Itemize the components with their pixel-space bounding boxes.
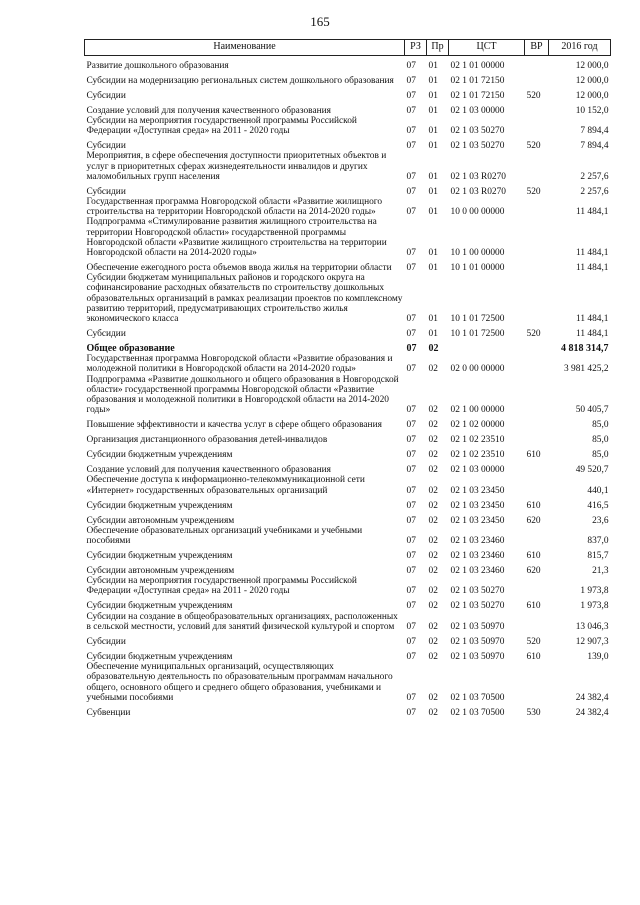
cell-cst: 02 1 01 72150 [450,90,505,101]
cell-name: Обеспечение муниципальных организаций, осуществляющих образовательную деятельность по образовательным программам начального общего, основного общего и среднего общего образования, учебниками и учебными пособиями [86,662,393,703]
cell-pr: 02 [428,586,438,597]
cell-vr [525,217,549,258]
cell-name: Государственная программа Новгородской области «Развитие образования и молодежной политики в Новгородской области на 2014-2020 годы» [86,354,393,375]
cell-pr: 02 [428,551,438,562]
cell-amount: 12 000,0 [575,75,609,86]
header-pr: Пр [427,40,449,56]
cell-name: Субсидии бюджетным учреждениям [86,601,233,612]
cell-vr [525,116,549,136]
cell-vr: 610 [526,450,541,461]
table-row [85,703,611,718]
cell-cst: 02 1 03 50270 [450,601,505,612]
cell-cst: 02 1 03 50970 [450,651,505,662]
header-rz: РЗ [405,40,427,56]
cell-name: Создание условий для получения качественного образования [86,465,331,476]
cell-amount: 7 894,4 [580,141,609,152]
cell-vr [525,430,549,445]
cell-vr [525,576,549,596]
cell-name: Подпрограмма «Стимулирование развития жилищного строительства на территории Новгородской области» государственной программы Новгородской области «Развитие жилищного строительства на территории Новгородской области на 2014-2020 годы» [86,217,387,259]
cell-cst: 02 1 03 00000 [450,465,505,476]
cell-vr [525,273,549,324]
table-row [85,526,611,546]
cell-amount: 85,0 [592,420,609,431]
cell-rz: 07 [406,60,416,71]
cell-cst: 10 1 00 00000 [450,248,505,259]
cell-pr: 02 [428,621,438,632]
cell-vr: 610 [526,500,541,511]
cell-vr [525,460,549,475]
cell-pr: 02 [428,500,438,511]
cell-pr: 02 [428,651,438,662]
cell-pr: 01 [428,105,438,116]
header-amount: 2016 год [549,40,611,56]
cell-rz: 07 [406,536,416,547]
cell-pr: 01 [428,90,438,101]
table-row [85,576,611,596]
cell-amount: 1 973,8 [580,601,609,612]
cell-amount: 11 484,1 [576,263,609,274]
cell-rz: 07 [406,465,416,476]
cell-name: Государственная программа Новгородской области «Развитие жилищного строительства на территории Новгородской области на 2014-2020 годы» [86,197,383,218]
cell-name: Организация дистанционного образования детей-инвалидов [86,435,328,446]
cell-name: Субсидии автономным учреждениям [86,566,235,577]
cell-pr: 02 [428,405,438,416]
cell-cst: 02 1 03 23460 [450,566,505,577]
cell-amount: 49 520,7 [575,465,609,476]
cell-cst: 10 1 01 00000 [450,263,505,274]
cell-pr: 02 [428,435,438,446]
cell-amount: 11 484,1 [576,329,609,340]
cell-cst: 02 1 03 00000 [450,105,505,116]
cell-name: Субсидии бюджетным учреждениям [86,651,233,662]
cell-name: Обеспечение ежегодного роста объемов ввода жилья на территории области [86,263,392,274]
cell-name: Субсидии автономным учреждениям [86,515,235,526]
cell-amount: 50 405,7 [575,405,609,416]
cell-pr: 02 [428,636,438,647]
cell-name: Субсидии бюджетным учреждениям [86,551,233,562]
cell-pr: 01 [428,207,438,218]
cell-amount: 13 046,3 [575,621,609,632]
cell-vr [525,339,549,354]
cell-amount: 12 000,0 [575,90,609,101]
cell-cst: 02 1 02 23510 [450,450,505,461]
cell-vr [525,475,549,495]
cell-amount: 7 894,4 [580,126,609,137]
cell-name: Субсидии [86,186,126,197]
cell-cst: 02 1 03 70500 [450,707,505,718]
cell-vr [525,197,549,217]
cell-rz: 07 [406,314,416,325]
cell-cst: 02 1 03 23450 [450,500,505,511]
table-row [85,375,611,416]
cell-rz: 07 [406,90,416,101]
cell-amount: 23,6 [592,515,609,526]
cell-rz: 07 [406,75,416,86]
cell-cst: 02 1 03 23460 [450,551,505,562]
cell-rz: 07 [406,435,416,446]
cell-amount: 1 973,8 [580,586,609,597]
cell-pr: 02 [428,707,438,718]
cell-rz: 07 [406,566,416,577]
cell-rz: 07 [406,692,416,703]
cell-vr [525,101,549,116]
table-header-row [85,40,611,56]
cell-rz: 07 [406,141,416,152]
table-row [85,445,611,460]
table-row [85,662,611,703]
table-row [85,354,611,374]
cell-pr: 02 [428,485,438,496]
header-vr: ВР [525,40,549,56]
cell-amount: 85,0 [592,450,609,461]
budget-table [84,39,611,718]
cell-name: Мероприятия, в сфере обеспечения доступности приоритетных объектов и услуг в приоритетных сферах жизнедеятельности инвалидов и других маломобильных групп населения [86,151,387,182]
table-row [85,460,611,475]
table-row [85,197,611,217]
cell-vr [525,375,549,416]
cell-pr: 02 [428,536,438,547]
cell-vr: 610 [526,551,541,562]
cell-pr: 01 [428,314,438,325]
cell-pr: 01 [428,186,438,197]
cell-name: Обеспечение образовательных организаций учебниками и учебными пособиями [86,525,363,547]
table-row [85,415,611,430]
cell-rz: 07 [406,515,416,526]
cell-rz: 07 [406,186,416,197]
table-row [85,217,611,258]
table-row [85,86,611,101]
cell-amount: 416,5 [587,500,609,511]
cell-pr: 01 [428,60,438,71]
cell-amount: 4 818 314,7 [561,343,609,355]
table-row [85,612,611,632]
cell-name: Создание условий для получения качественного образования [86,105,331,116]
table-row [85,116,611,136]
cell-vr: 610 [526,651,541,662]
cell-vr: 520 [526,90,541,101]
cell-name: Общее образование [86,343,175,355]
cell-rz: 07 [406,651,416,662]
cell-pr: 01 [428,171,438,182]
table-row [85,496,611,511]
cell-pr: 02 [428,692,438,703]
cell-pr: 01 [428,126,438,137]
cell-name: Субсидии бюджетам муниципальных районов и городского округа на софинансирование расходных обязательств по строительству дошкольных образовательных организаций в рамках реализации проектов по комплексному развитию территорий, предусматривающих строительство жилья экономического класса [86,273,403,325]
cell-vr [525,526,549,546]
table-row [85,151,611,182]
cell-rz: 07 [406,621,416,632]
cell-rz: 07 [406,551,416,562]
cell-name: Субсидии бюджетным учреждениям [86,500,233,511]
cell-amount: 815,7 [587,551,609,562]
cell-name: Субсидии [86,90,126,101]
table-row [85,647,611,662]
table-row [85,511,611,526]
cell-name: Субсидии на модернизацию региональных систем дошкольного образования [86,75,394,86]
table-row [85,632,611,647]
cell-cst: 10 1 01 72500 [450,314,505,325]
cell-name: Субсидии на мероприятия государственной программы Российской Федерации «Доступная среда» на 2011 - 2020 годы [86,576,357,597]
cell-cst: 02 1 03 23450 [450,515,505,526]
cell-pr: 02 [428,465,438,476]
cell-cst: 02 1 03 50970 [450,621,505,632]
page-number: 165 [310,14,330,29]
table-row [85,56,611,72]
table-row [85,258,611,273]
table-row [85,101,611,116]
header-cst: ЦСТ [449,40,525,56]
cell-pr: 02 [428,420,438,431]
cell-pr: 01 [428,141,438,152]
table-row [85,475,611,495]
cell-vr [525,56,549,72]
cell-cst: 02 1 01 00000 [450,60,505,71]
cell-name: Субсидии [86,141,126,152]
cell-vr: 620 [526,515,541,526]
table-row [85,273,611,324]
cell-vr [525,151,549,182]
cell-cst: 10 0 00 00000 [450,207,505,218]
cell-name: Повышение эффективности и качества услуг в сфере общего образования [86,420,382,431]
table-row [85,182,611,197]
table-row [85,324,611,339]
cell-amount: 24 382,4 [575,707,609,718]
table-body [85,56,611,718]
cell-pr: 01 [428,329,438,340]
cell-pr: 01 [428,248,438,259]
cell-pr: 02 [428,364,438,375]
cell-cst [449,339,525,354]
cell-amount: 10 152,0 [575,105,609,116]
cell-vr: 520 [526,186,541,197]
cell-vr [525,612,549,632]
cell-amount: 24 382,4 [575,692,609,703]
cell-cst: 02 1 03 50970 [450,636,505,647]
cell-rz: 07 [406,105,416,116]
cell-rz: 07 [406,586,416,597]
cell-cst: 02 1 02 23510 [450,435,505,446]
cell-vr: 520 [526,329,541,340]
cell-pr: 02 [428,343,439,355]
cell-pr: 02 [428,450,438,461]
table-row [85,339,611,354]
cell-rz: 07 [406,329,416,340]
cell-vr: 520 [526,636,541,647]
cell-amount: 2 257,6 [580,171,609,182]
cell-rz: 07 [406,263,416,274]
cell-rz: 07 [406,500,416,511]
table-row [85,546,611,561]
cell-amount: 12 000,0 [575,60,609,71]
cell-cst: 02 0 00 00000 [450,364,505,375]
cell-rz: 07 [406,343,417,355]
cell-rz: 07 [406,450,416,461]
cell-cst: 02 1 03 50270 [450,586,505,597]
cell-pr: 01 [428,75,438,86]
cell-rz: 07 [406,707,416,718]
table-row [85,561,611,576]
header-name: Наименование [85,40,405,56]
table-row [85,136,611,151]
cell-cst: 02 1 03 50270 [450,126,505,137]
cell-vr [525,258,549,273]
cell-pr: 02 [428,601,438,612]
cell-amount: 3 981 425,2 [563,364,609,375]
cell-cst: 02 1 00 00000 [450,405,505,416]
table-row [85,430,611,445]
cell-amount: 139,0 [587,651,609,662]
cell-name: Субвенции [86,707,131,718]
cell-amount: 837,0 [587,536,609,547]
cell-name: Субсидии [86,636,126,647]
cell-rz: 07 [406,636,416,647]
cell-cst: 02 1 03 R0270 [450,171,506,182]
cell-vr: 530 [526,707,541,718]
cell-rz: 07 [406,126,416,137]
cell-amount: 11 484,1 [576,314,609,325]
table-row [85,597,611,612]
cell-amount: 440,1 [587,485,609,496]
cell-rz: 07 [406,405,416,416]
cell-vr [525,354,549,374]
cell-amount: 21,3 [592,566,609,577]
cell-vr [525,71,549,86]
cell-rz: 07 [406,171,416,182]
cell-name: Субсидии на мероприятия государственной программы Российской Федерации «Доступная среда» на 2011 - 2020 годы [86,116,357,137]
cell-amount: 11 484,1 [576,207,609,218]
cell-rz: 07 [406,485,416,496]
cell-amount: 12 907,3 [575,636,609,647]
cell-cst: 02 1 03 R0270 [450,186,506,197]
cell-rz: 07 [406,420,416,431]
cell-cst: 02 1 03 70500 [450,692,505,703]
cell-vr: 620 [526,566,541,577]
cell-vr: 610 [526,601,541,612]
cell-rz: 07 [406,601,416,612]
cell-pr: 02 [428,566,438,577]
cell-name: Субсидии [86,329,126,340]
cell-vr [525,415,549,430]
cell-cst: 10 1 01 72500 [450,329,505,340]
cell-vr [525,662,549,703]
cell-cst: 02 1 03 50270 [450,141,505,152]
cell-name: Развитие дошкольного образования [86,60,229,71]
cell-pr: 02 [428,515,438,526]
cell-pr: 01 [428,263,438,274]
cell-name: Подпрограмма «Развитие дошкольного и общего образования в Новгородской области» государственной программы Новгородской области «Развитие образования и молодежной политики в Новгородской области на 2014-2020 годы» [86,374,399,416]
cell-cst: 02 1 03 23450 [450,485,505,496]
cell-rz: 07 [406,207,416,218]
cell-name: Обеспечение доступа к информационно-телекоммуникационной сети «Интернет» государственных образовательных организаций [86,475,365,496]
cell-amount: 85,0 [592,435,609,446]
cell-cst: 02 1 03 23460 [450,536,505,547]
cell-name: Субсидии бюджетным учреждениям [86,450,233,461]
cell-cst: 02 1 01 72150 [450,75,505,86]
table-row [85,71,611,86]
cell-amount: 11 484,1 [576,248,609,259]
cell-amount: 2 257,6 [580,186,609,197]
cell-rz: 07 [406,248,416,259]
cell-name: Субсидии на создание в общеобразовательных организациях, расположенных в сельской местности, условий для занятий физической культурой и спортом [86,611,398,632]
cell-vr: 520 [526,141,541,152]
cell-rz: 07 [406,364,416,375]
cell-cst: 02 1 02 00000 [450,420,505,431]
